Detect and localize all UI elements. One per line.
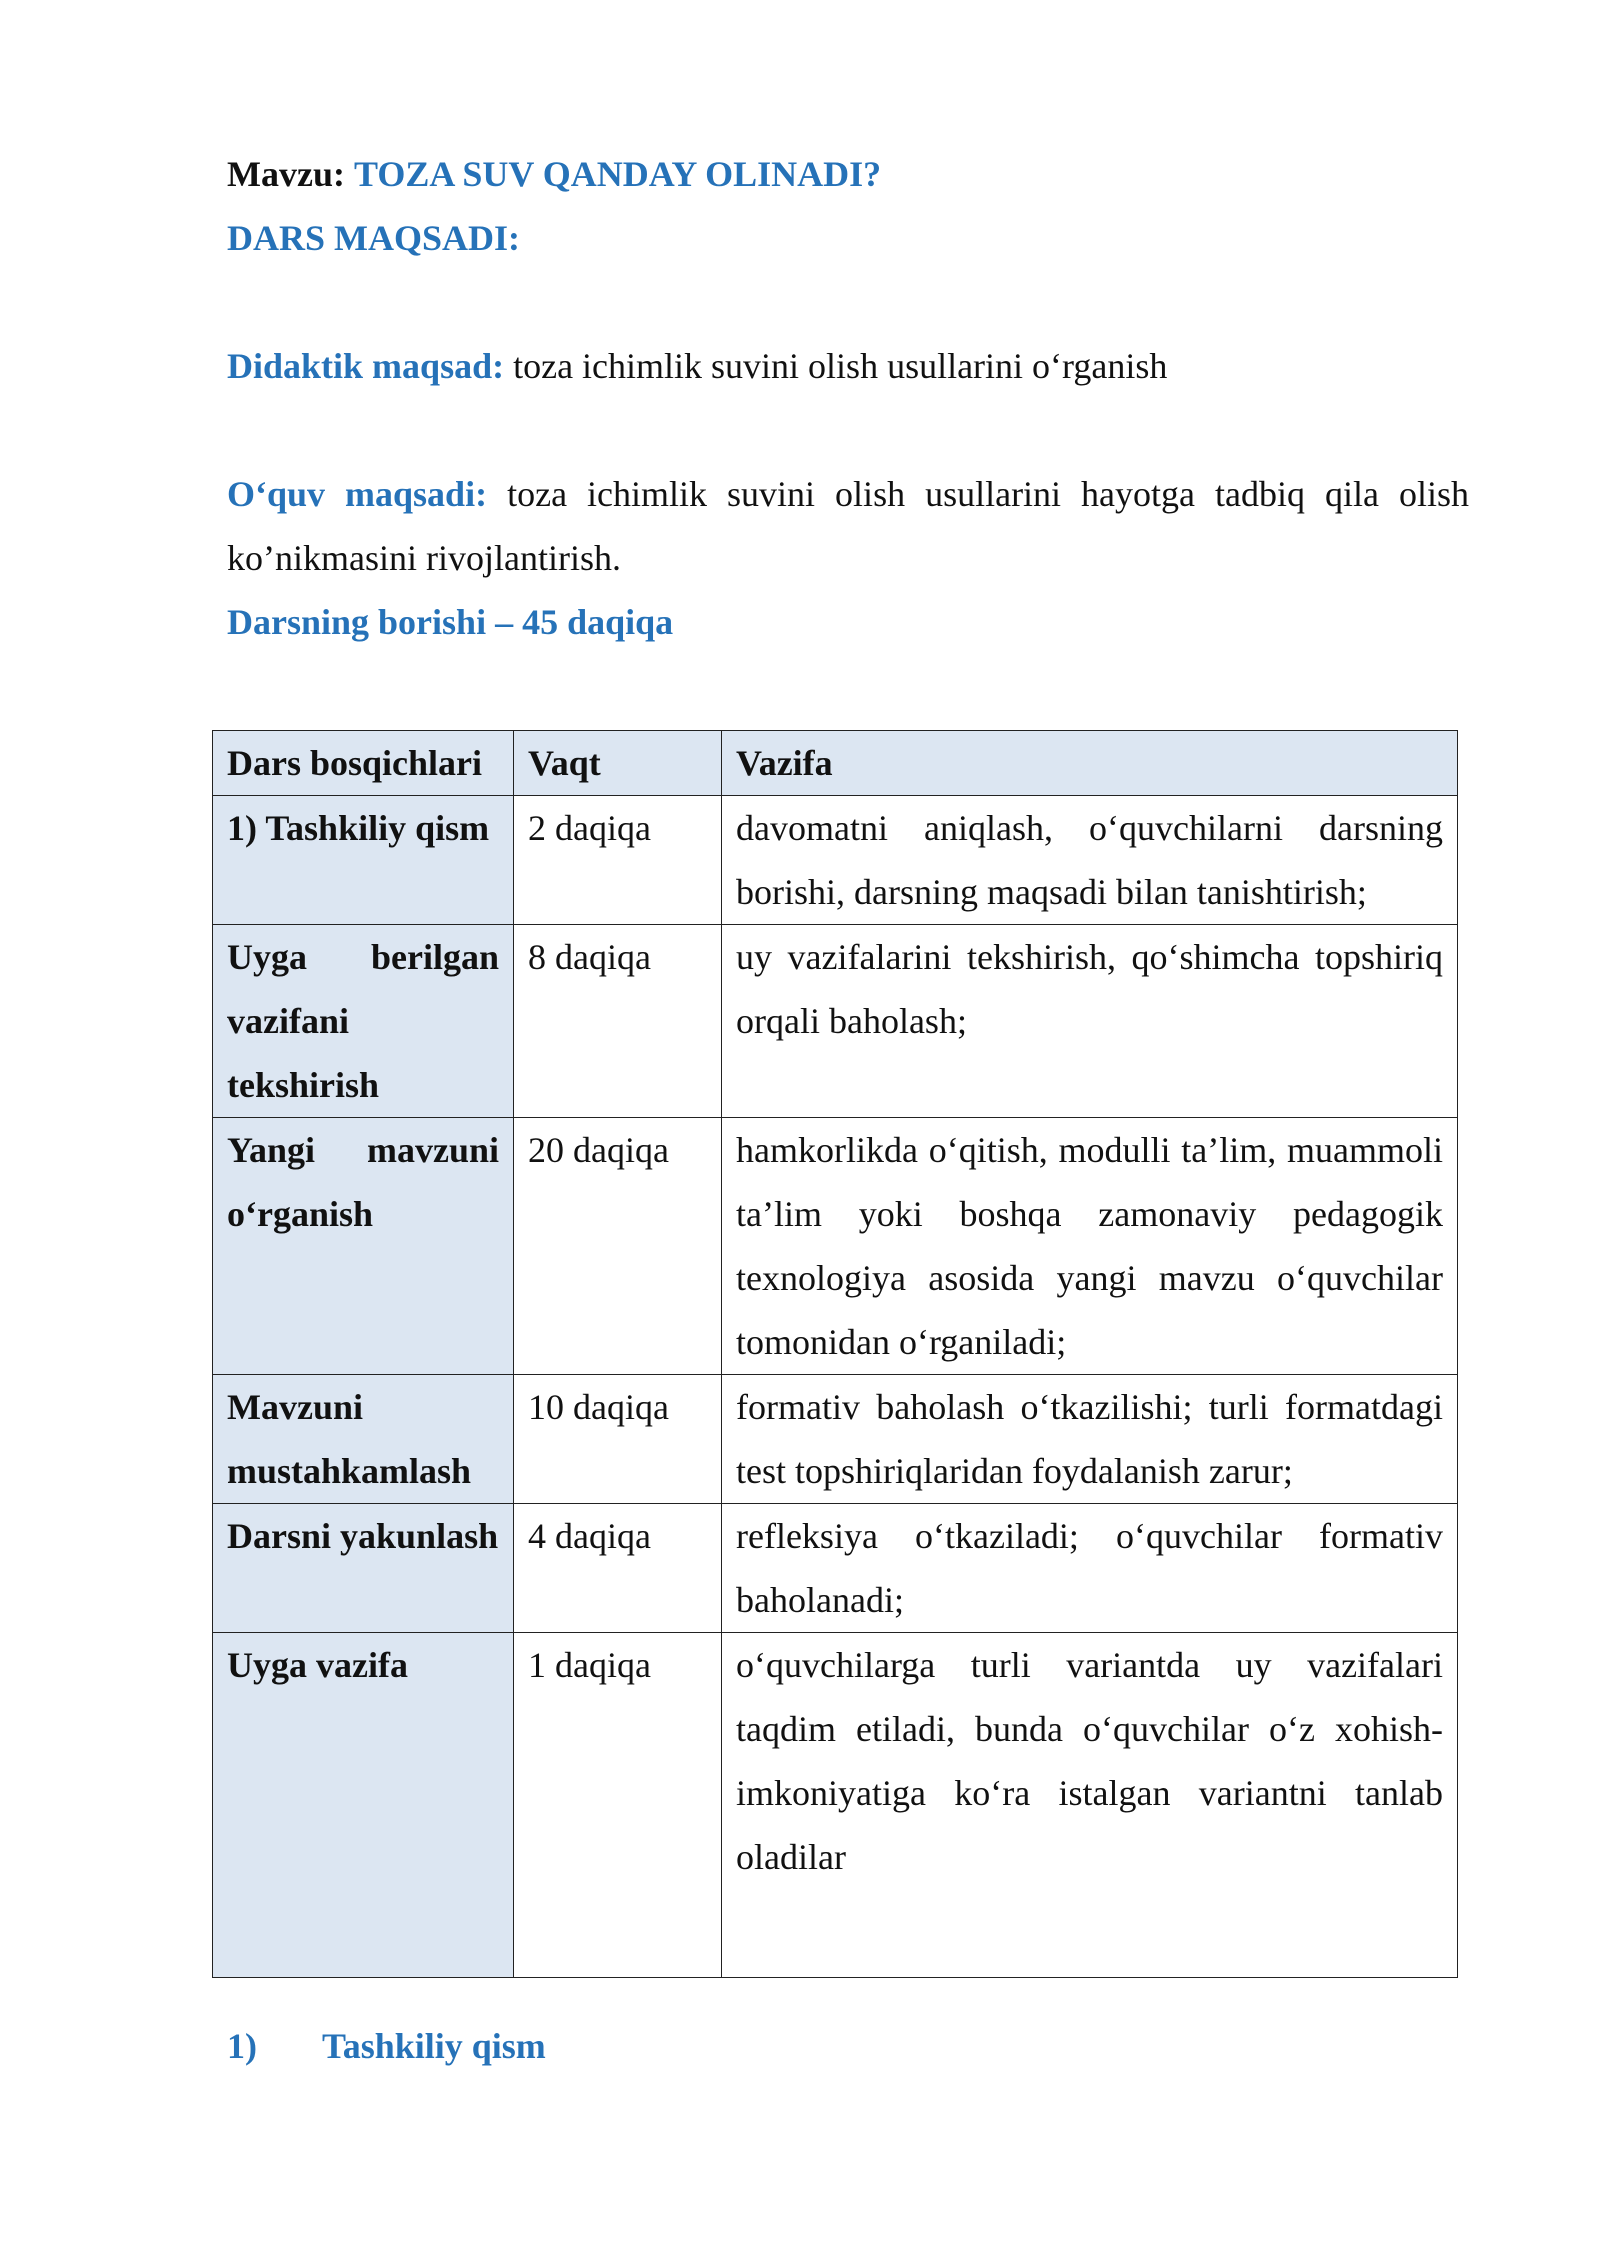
table-row [213,1375,1458,1504]
section-title: Tashkiliy qism [322,2026,546,2066]
time-cell: 10 daqiqa [514,1375,722,1504]
task-cell: davomatni aniqlash, o‘quvchilarni darsning borishi, darsning maqsadi bilan tanishtirish; [722,796,1458,925]
time-cell: 1 daqiqa [514,1633,722,1978]
didactic-label: Didaktik maqsad: [227,346,505,386]
lesson-plan-table [212,730,1458,1978]
table-row [213,1118,1458,1375]
task-cell: formativ baholash o‘tkazilishi; turli formatdagi test topshiriqlaridan foydalanish zarur; [722,1375,1458,1504]
stage-cell: Uyga berilgan vazifani tekshirish [213,925,514,1118]
header-time: Vaqt [514,731,722,796]
stage-cell: Yangi mavzuni o‘rganish [213,1118,514,1375]
table-row [213,1504,1458,1633]
educational-goal [227,462,1469,590]
goal-heading: DARS MAQSADI: [227,218,521,258]
stage-cell: 1) Tashkiliy qism [213,796,514,925]
table-row [213,1633,1458,1978]
didactic-text: toza ichimlik suvini olish usullarini o‘rganish [513,346,1168,386]
header-stages: Dars bosqichlari [213,731,514,796]
time-cell: 2 daqiqa [514,796,722,925]
course-heading: Darsning borishi – 45 daqiqa [227,602,674,642]
table-row [213,925,1458,1118]
educational-text: toza ichimlik suvini olish usullarini hayotga tadbiq qila olish ko’nikmasini rivojlantirish. [227,474,1470,578]
time-cell: 4 daqiqa [514,1504,722,1633]
didactic-goal [227,334,1167,398]
task-cell: hamkorlikda o‘qitish, modulli ta’lim, muammoli ta’lim yoki boshqa zamonaviy pedagogik texnologiya asosida yangi mavzu o‘quvchilar tomonidan o‘rganiladi; [722,1118,1458,1375]
table-header-row [213,731,1458,796]
stage-cell: Mavzuni mustahkamlash [213,1375,514,1504]
table-row [213,796,1458,925]
time-cell: 8 daqiqa [514,925,722,1118]
stage-cell: Uyga vazifa [213,1633,514,1978]
task-cell: uy vazifalarini tekshirish, qo‘shimcha topshiriq orqali baholash; [722,925,1458,1118]
topic-title: TOZA SUV QANDAY OLINADI? [353,154,882,194]
topic-label: Mavzu: [227,154,345,194]
task-cell: refleksiya o‘tkaziladi; o‘quvchilar formativ baholanadi; [722,1504,1458,1633]
header-task: Vazifa [722,731,1458,796]
section-number: 1) [227,2026,257,2066]
stage-cell: Darsni yakunlash [213,1504,514,1633]
task-cell: o‘quvchilarga turli variantda uy vazifalari taqdim etiladi, bunda o‘quvchilar o‘z xohish-imkoniyatiga ko‘ra istalgan variantni tanlab oladilar [722,1633,1458,1978]
educational-label: O‘quv maqsadi: [227,474,488,514]
time-cell: 20 daqiqa [514,1118,722,1375]
topic-line [227,142,881,206]
